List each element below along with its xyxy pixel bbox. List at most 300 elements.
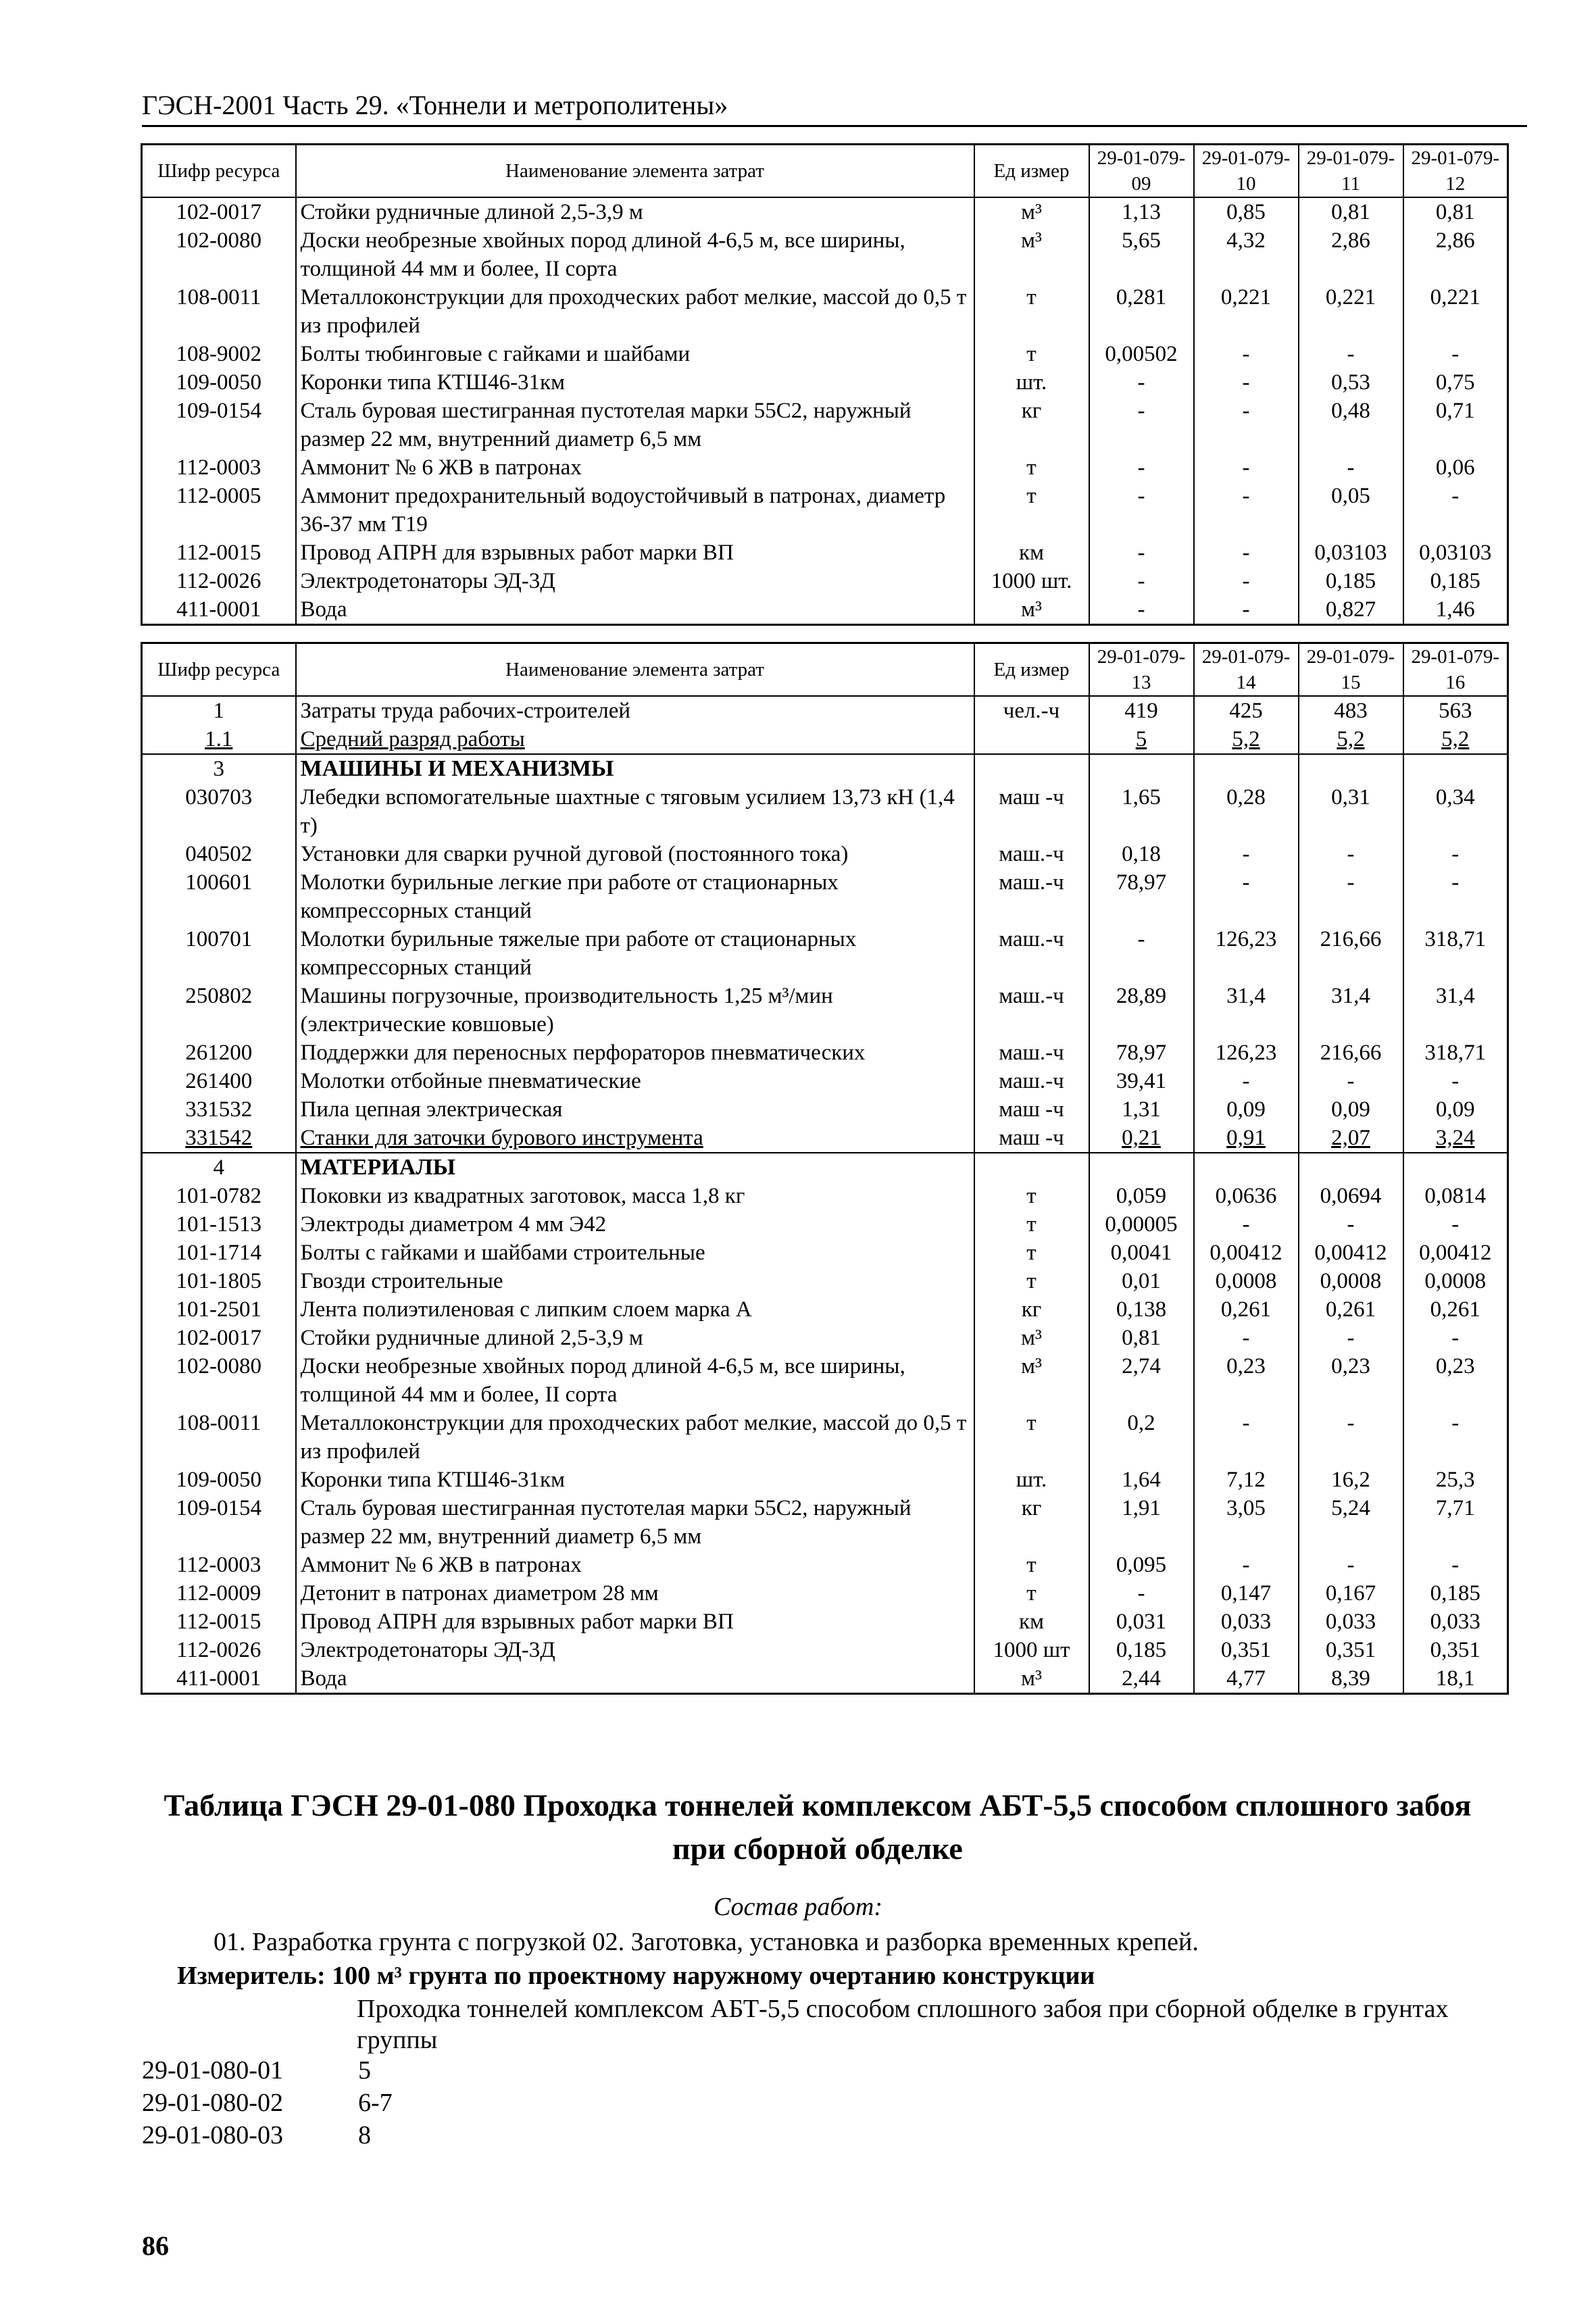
resource-value: - xyxy=(1089,1579,1194,1608)
resource-value: - xyxy=(1403,1067,1508,1095)
resource-value: 0,01 xyxy=(1089,1267,1194,1295)
resource-unit: т xyxy=(974,1182,1089,1210)
resource-unit: шт. xyxy=(974,368,1089,397)
resource-code: 411-0001 xyxy=(142,1664,296,1694)
resource-value: 31,4 xyxy=(1194,982,1299,1039)
resource-unit: м³ xyxy=(974,1324,1089,1352)
resource-table-079-13-16 xyxy=(141,642,1509,1695)
resource-unit: т xyxy=(974,1579,1089,1608)
header-col: 29-01-079-11 xyxy=(1299,145,1403,198)
header-unit: Ед измер xyxy=(974,145,1089,198)
resource-name: Металлоконструкции для проходческих работ мелкие, массой до 0,5 т из профилей xyxy=(296,283,974,340)
header-code: Шифр ресурса xyxy=(142,145,296,198)
table-row xyxy=(142,783,1508,840)
resource-code: 250802 xyxy=(142,982,296,1039)
resource-value: 0,221 xyxy=(1403,283,1508,340)
resource-value: 3,24 xyxy=(1403,1124,1508,1153)
resource-value: 8,39 xyxy=(1299,1664,1403,1694)
resource-value: 0,09 xyxy=(1299,1095,1403,1124)
page-number: 86 xyxy=(142,2231,169,2261)
resource-value: 0,033 xyxy=(1194,1608,1299,1636)
resource-value: - xyxy=(1089,397,1194,453)
resource-value: 25,3 xyxy=(1403,1466,1508,1494)
resource-value: 0,147 xyxy=(1194,1579,1299,1608)
resource-value: - xyxy=(1403,868,1508,925)
resource-code: 040502 xyxy=(142,840,296,868)
resource-value: 126,23 xyxy=(1194,925,1299,982)
resource-value: 39,41 xyxy=(1089,1067,1194,1095)
resource-unit: 1000 шт. xyxy=(974,567,1089,595)
resource-value xyxy=(1403,754,1508,783)
resource-value: - xyxy=(1089,539,1194,567)
table-row xyxy=(142,868,1508,925)
resource-value xyxy=(1403,1153,1508,1182)
table-row xyxy=(142,1039,1508,1067)
resource-value: 5,65 xyxy=(1089,226,1194,283)
resource-unit: кг xyxy=(974,1494,1089,1551)
resource-value: 0,351 xyxy=(1299,1636,1403,1664)
table-row xyxy=(142,1095,1508,1124)
resource-name: Сталь буровая шестигранная пустотелая марки 55С2, наружный размер 22 мм, внутренний диаметр 6,5 мм xyxy=(296,1494,974,1551)
resource-value: 0,185 xyxy=(1403,567,1508,595)
header-col: 29-01-079-15 xyxy=(1299,643,1403,697)
resource-value: 216,66 xyxy=(1299,1039,1403,1067)
resource-name: Вода xyxy=(296,1664,974,1694)
table-row xyxy=(142,1636,1508,1664)
resource-value: - xyxy=(1089,925,1194,982)
resource-unit: чел.-ч xyxy=(974,696,1089,725)
table-row xyxy=(142,1267,1508,1295)
table-row xyxy=(142,1182,1508,1210)
header-col: 29-01-079-12 xyxy=(1403,145,1508,198)
header-col: 29-01-079-09 xyxy=(1089,145,1194,198)
header-col: 29-01-079-16 xyxy=(1403,643,1508,697)
resource-value: 563 xyxy=(1403,696,1508,725)
resource-value: 31,4 xyxy=(1299,982,1403,1039)
resource-code: 109-0050 xyxy=(142,368,296,397)
resource-value: - xyxy=(1194,482,1299,539)
table-row xyxy=(142,1295,1508,1324)
resource-value: - xyxy=(1194,868,1299,925)
resource-unit: т xyxy=(974,283,1089,340)
resource-value: 28,89 xyxy=(1089,982,1194,1039)
resource-value xyxy=(1299,1153,1403,1182)
resource-value: 0,031 xyxy=(1089,1608,1194,1636)
resource-code: 101-2501 xyxy=(142,1295,296,1324)
resource-name: Болты тюбинговые с гайками и шайбами xyxy=(296,340,974,368)
resource-name: Стойки рудничные длиной 2,5-3,9 м xyxy=(296,197,974,226)
resource-value: - xyxy=(1299,1551,1403,1579)
resource-name: Молотки отбойные пневматические xyxy=(296,1067,974,1095)
resource-code: 102-0017 xyxy=(142,1324,296,1352)
table-row xyxy=(142,368,1508,397)
resource-unit: т xyxy=(974,1409,1089,1466)
resource-value: - xyxy=(1403,1324,1508,1352)
resource-name: Лента полиэтиленовая с липким слоем марка А xyxy=(296,1295,974,1324)
resource-code: 112-0026 xyxy=(142,1636,296,1664)
resource-value: - xyxy=(1299,840,1403,868)
resource-value: 0,03103 xyxy=(1299,539,1403,567)
resource-code: 112-0005 xyxy=(142,482,296,539)
resource-value: 0,0814 xyxy=(1403,1182,1508,1210)
resource-code: 411-0001 xyxy=(142,595,296,625)
resource-name: Провод АПРН для взрывных работ марки ВП xyxy=(296,539,974,567)
resource-value: 419 xyxy=(1089,696,1194,725)
table-row xyxy=(142,754,1508,783)
resource-code: 331542 xyxy=(142,1124,296,1153)
resource-value: 3,05 xyxy=(1194,1494,1299,1551)
table-row xyxy=(142,567,1508,595)
variant-code: 29-01-080-01 xyxy=(142,2056,283,2085)
resource-name: МАШИНЫ И МЕХАНИЗМЫ xyxy=(296,754,974,783)
resource-name: Поковки из квадратных заготовок, масса 1,8 кг xyxy=(296,1182,974,1210)
table-row xyxy=(142,696,1508,725)
header-col: 29-01-079-14 xyxy=(1194,643,1299,697)
resource-unit: маш.-ч xyxy=(974,1067,1089,1095)
resource-code: 101-0782 xyxy=(142,1182,296,1210)
table-row xyxy=(142,1466,1508,1494)
resource-code: 102-0080 xyxy=(142,226,296,283)
resource-value: 0,095 xyxy=(1089,1551,1194,1579)
resource-value: - xyxy=(1194,340,1299,368)
resource-value: 5 xyxy=(1089,725,1194,754)
resource-value: 0,00412 xyxy=(1299,1239,1403,1267)
variant-row xyxy=(142,2119,393,2151)
resource-value: 7,71 xyxy=(1403,1494,1508,1551)
resource-value: 0,351 xyxy=(1194,1636,1299,1664)
resource-value: 483 xyxy=(1299,696,1403,725)
resource-unit: т xyxy=(974,1551,1089,1579)
resource-code: 112-0009 xyxy=(142,1579,296,1608)
resource-value: 0,0694 xyxy=(1299,1182,1403,1210)
resource-name: Гвозди строительные xyxy=(296,1267,974,1295)
resource-value: - xyxy=(1403,840,1508,868)
resource-unit: км xyxy=(974,1608,1089,1636)
resource-value: 425 xyxy=(1194,696,1299,725)
resource-unit: т xyxy=(974,453,1089,482)
resource-value: - xyxy=(1194,453,1299,482)
resource-value: 2,07 xyxy=(1299,1124,1403,1153)
resource-unit: км xyxy=(974,539,1089,567)
resource-value: 318,71 xyxy=(1403,925,1508,982)
resource-value: 0,185 xyxy=(1089,1636,1194,1664)
resource-value: 0,00412 xyxy=(1194,1239,1299,1267)
resource-name: Электродетонаторы ЭД-3Д xyxy=(296,567,974,595)
resource-name: Затраты труда рабочих-строителей xyxy=(296,696,974,725)
resource-value: 2,86 xyxy=(1299,226,1403,283)
header-code: Шифр ресурса xyxy=(142,643,296,697)
resource-code: 261200 xyxy=(142,1039,296,1067)
work-composition-text: 01. Разработка грунта с погрузкой 02. Заготовка, установка и разборка временных крепей. xyxy=(214,1928,1199,1956)
table-row xyxy=(142,1124,1508,1153)
resource-unit xyxy=(974,754,1089,783)
resource-code: 112-0015 xyxy=(142,539,296,567)
resource-code: 112-0015 xyxy=(142,1608,296,1636)
resource-value: 7,12 xyxy=(1194,1466,1299,1494)
resource-value: 18,1 xyxy=(1403,1664,1508,1694)
variant-code: 29-01-080-03 xyxy=(142,2121,283,2149)
resource-unit: 1000 шт xyxy=(974,1636,1089,1664)
header-name: Наименование элемента затрат xyxy=(296,643,974,697)
resource-unit: маш -ч xyxy=(974,783,1089,840)
table-row xyxy=(142,840,1508,868)
variants-heading: Проходка тоннелей комплексом АБТ-5,5 способом сплошного забоя при сборной обделке в грунтах группы xyxy=(357,1995,1449,2054)
resource-name: Лебедки вспомогательные шахтные с тяговым усилием 13,73 кН (1,4 т) xyxy=(296,783,974,840)
resource-value: 0,53 xyxy=(1299,368,1403,397)
resource-value: 0,221 xyxy=(1194,283,1299,340)
resource-code: 100701 xyxy=(142,925,296,982)
resource-unit: кг xyxy=(974,1295,1089,1324)
resource-value: - xyxy=(1194,567,1299,595)
table-row xyxy=(142,1239,1508,1267)
table-row xyxy=(142,283,1508,340)
resource-value: 0,185 xyxy=(1299,567,1403,595)
header-col: 29-01-079-13 xyxy=(1089,643,1194,697)
resource-code: 112-0003 xyxy=(142,453,296,482)
resource-value: - xyxy=(1194,1067,1299,1095)
resource-value: 5,2 xyxy=(1403,725,1508,754)
resource-unit: маш -ч xyxy=(974,1124,1089,1153)
resource-value: 0,281 xyxy=(1089,283,1194,340)
resource-code: 261400 xyxy=(142,1067,296,1095)
resource-value: 1,65 xyxy=(1089,783,1194,840)
table-row xyxy=(142,1579,1508,1608)
variant-value: 5 xyxy=(358,2056,371,2085)
resource-unit xyxy=(974,1153,1089,1182)
table-row xyxy=(142,1664,1508,1694)
resource-unit: т xyxy=(974,340,1089,368)
resource-code: 108-0011 xyxy=(142,283,296,340)
header-unit: Ед измер xyxy=(974,643,1089,697)
resource-name: Доски необрезные хвойных пород длиной 4-6,5 м, все ширины, толщиной 44 мм и более, II сорта xyxy=(296,226,974,283)
resource-code: 100601 xyxy=(142,868,296,925)
resource-value: 31,4 xyxy=(1403,982,1508,1039)
work-composition-caption: Состав работ: xyxy=(713,1893,883,1921)
resource-name: Средний разряд работы xyxy=(296,725,974,754)
resource-value: 0,261 xyxy=(1403,1295,1508,1324)
resource-value xyxy=(1299,754,1403,783)
table-row xyxy=(142,1551,1508,1579)
resource-value: - xyxy=(1299,1409,1403,1466)
resource-value: 0,827 xyxy=(1299,595,1403,625)
table-title: Таблица ГЭСН 29-01-080 Проходка тоннелей комплексом АБТ-5,5 способом сплошного забоя при сборной обделке xyxy=(164,1788,1472,1866)
resource-value: 0,261 xyxy=(1194,1295,1299,1324)
resource-value: 0,75 xyxy=(1403,368,1508,397)
resource-value: - xyxy=(1403,482,1508,539)
resource-value: 0,0636 xyxy=(1194,1182,1299,1210)
table-row xyxy=(142,1210,1508,1239)
resource-unit: маш.-ч xyxy=(974,925,1089,982)
resource-unit: маш -ч xyxy=(974,1095,1089,1124)
resource-value: 1,13 xyxy=(1089,197,1194,226)
resource-value: 0,81 xyxy=(1403,197,1508,226)
resource-unit: т xyxy=(974,1210,1089,1239)
resource-value: - xyxy=(1299,340,1403,368)
table-row xyxy=(142,226,1508,283)
resource-unit: т xyxy=(974,1267,1089,1295)
resource-name: Коронки типа КТШ46-31км xyxy=(296,1466,974,1494)
resource-value: 0,0008 xyxy=(1299,1267,1403,1295)
resource-code: 102-0080 xyxy=(142,1352,296,1409)
resource-code: 102-0017 xyxy=(142,197,296,226)
resource-value: 0,91 xyxy=(1194,1124,1299,1153)
measure-label: Измеритель: xyxy=(177,1962,326,1990)
table-row xyxy=(142,1608,1508,1636)
resource-value: 0,31 xyxy=(1299,783,1403,840)
page-header: ГЭСН-2001 Часть 29. «Тоннели и метрополитены» xyxy=(142,89,1527,127)
header-col: 29-01-079-10 xyxy=(1194,145,1299,198)
resource-value xyxy=(1194,754,1299,783)
resource-value: - xyxy=(1403,340,1508,368)
resource-code: 112-0026 xyxy=(142,567,296,595)
table-row xyxy=(142,1153,1508,1182)
resource-name: МАТЕРИАЛЫ xyxy=(296,1153,974,1182)
resource-value: 0,81 xyxy=(1089,1324,1194,1352)
resource-value: 0,09 xyxy=(1194,1095,1299,1124)
resource-value: - xyxy=(1194,1551,1299,1579)
resource-code: 108-9002 xyxy=(142,340,296,368)
resource-value: 78,97 xyxy=(1089,868,1194,925)
resource-name: Станки для заточки бурового инструмента xyxy=(296,1124,974,1153)
table-row xyxy=(142,453,1508,482)
resource-code: 030703 xyxy=(142,783,296,840)
measure-value: 100 м³ грунта по проектному наружному очертанию конструкции xyxy=(332,1962,1095,1990)
resource-name: Металлоконструкции для проходческих работ мелкие, массой до 0,5 т из профилей xyxy=(296,1409,974,1466)
resource-code: 112-0003 xyxy=(142,1551,296,1579)
resource-value: 0,00412 xyxy=(1403,1239,1508,1267)
resource-value: 0,34 xyxy=(1403,783,1508,840)
table-row xyxy=(142,1494,1508,1551)
resource-unit: м³ xyxy=(974,595,1089,625)
resource-value: 78,97 xyxy=(1089,1039,1194,1067)
resource-value: 0,71 xyxy=(1403,397,1508,453)
resource-name: Машины погрузочные, производительность 1,25 м³/мин (электрические ковшовые) xyxy=(296,982,974,1039)
resource-value: 0,23 xyxy=(1194,1352,1299,1409)
resource-value: 2,86 xyxy=(1403,226,1508,283)
resource-value: 0,2 xyxy=(1089,1409,1194,1466)
resource-value: 0,21 xyxy=(1089,1124,1194,1153)
resource-value: 1,91 xyxy=(1089,1494,1194,1551)
resource-value xyxy=(1089,1153,1194,1182)
measure-line xyxy=(177,1961,1095,1991)
resource-code: 4 xyxy=(142,1153,296,1182)
resource-value: 0,28 xyxy=(1194,783,1299,840)
resource-code: 109-0154 xyxy=(142,1494,296,1551)
resource-name: Аммонит № 6 ЖВ в патронах xyxy=(296,453,974,482)
resource-unit: кг xyxy=(974,397,1089,453)
variants-list xyxy=(142,2054,393,2151)
resource-value: - xyxy=(1403,1409,1508,1466)
resource-name: Болты с гайками и шайбами строительные xyxy=(296,1239,974,1267)
variant-value: 6-7 xyxy=(358,2089,393,2117)
resource-value: 4,77 xyxy=(1194,1664,1299,1694)
resource-value: 126,23 xyxy=(1194,1039,1299,1067)
variant-code: 29-01-080-02 xyxy=(142,2089,283,2117)
resource-value: 0,0041 xyxy=(1089,1239,1194,1267)
resource-value: 0,221 xyxy=(1299,283,1403,340)
resource-unit: м³ xyxy=(974,1664,1089,1694)
table-row xyxy=(142,1409,1508,1466)
resource-unit xyxy=(974,725,1089,754)
resource-value: 0,23 xyxy=(1403,1352,1508,1409)
resource-unit: м³ xyxy=(974,226,1089,283)
resource-code: 101-1805 xyxy=(142,1267,296,1295)
resource-code: 1 xyxy=(142,696,296,725)
resource-value: 2,74 xyxy=(1089,1352,1194,1409)
variant-value: 8 xyxy=(358,2121,371,2149)
resource-value: 0,85 xyxy=(1194,197,1299,226)
table-row xyxy=(142,539,1508,567)
table-row xyxy=(142,340,1508,368)
resource-name: Детонит в патронах диаметром 28 мм xyxy=(296,1579,974,1608)
resource-value: 5,24 xyxy=(1299,1494,1403,1551)
table-row xyxy=(142,725,1508,754)
resource-value xyxy=(1089,754,1194,783)
resource-value: 4,32 xyxy=(1194,226,1299,283)
resource-value: 0,185 xyxy=(1403,1579,1508,1608)
table-row xyxy=(142,397,1508,453)
resource-unit: маш.-ч xyxy=(974,868,1089,925)
resource-value: 0,138 xyxy=(1089,1295,1194,1324)
resource-name: Доски необрезные хвойных пород длиной 4-6,5 м, все ширины, толщиной 44 мм и более, II сорта xyxy=(296,1352,974,1409)
resource-value: - xyxy=(1089,482,1194,539)
table-row xyxy=(142,1324,1508,1352)
resource-value: - xyxy=(1194,539,1299,567)
table-row xyxy=(142,1352,1508,1409)
resource-value: - xyxy=(1194,1324,1299,1352)
resource-value: - xyxy=(1194,595,1299,625)
resource-unit: м³ xyxy=(974,1352,1089,1409)
resource-value: 0,261 xyxy=(1299,1295,1403,1324)
resource-value: 0,06 xyxy=(1403,453,1508,482)
table-row xyxy=(142,1067,1508,1095)
resource-value: 0,351 xyxy=(1403,1636,1508,1664)
resource-value: - xyxy=(1089,567,1194,595)
resource-value: 318,71 xyxy=(1403,1039,1508,1067)
resource-value: - xyxy=(1194,397,1299,453)
resource-name: Поддержки для переносных перфораторов пневматических xyxy=(296,1039,974,1067)
resource-value: 0,00502 xyxy=(1089,340,1194,368)
resource-value: - xyxy=(1299,868,1403,925)
resource-value: 0,033 xyxy=(1403,1608,1508,1636)
resource-name: Коронки типа КТШ46-31км xyxy=(296,368,974,397)
resource-name: Сталь буровая шестигранная пустотелая марки 55С2, наружный размер 22 мм, внутренний диаметр 6,5 мм xyxy=(296,397,974,453)
resource-name: Пила цепная электрическая xyxy=(296,1095,974,1124)
resource-value: - xyxy=(1089,368,1194,397)
table-row xyxy=(142,925,1508,982)
resource-value: 0,81 xyxy=(1299,197,1403,226)
resource-value: 0,0008 xyxy=(1194,1267,1299,1295)
resource-unit: маш.-ч xyxy=(974,840,1089,868)
header-name: Наименование элемента затрат xyxy=(296,145,974,198)
resource-value: 0,059 xyxy=(1089,1182,1194,1210)
table-row xyxy=(142,595,1508,625)
resource-value: - xyxy=(1194,1210,1299,1239)
resource-value: 5,2 xyxy=(1194,725,1299,754)
resource-value: 0,23 xyxy=(1299,1352,1403,1409)
resource-code: 109-0154 xyxy=(142,397,296,453)
resource-code: 108-0011 xyxy=(142,1409,296,1466)
resource-name: Стойки рудничные длиной 2,5-3,9 м xyxy=(296,1324,974,1352)
resource-value: 0,033 xyxy=(1299,1608,1403,1636)
resource-value: 216,66 xyxy=(1299,925,1403,982)
resource-code: 1.1 xyxy=(142,725,296,754)
resource-value: 2,44 xyxy=(1089,1664,1194,1694)
table-row xyxy=(142,482,1508,539)
resource-unit: м³ xyxy=(974,197,1089,226)
resource-value xyxy=(1194,1153,1299,1182)
resource-unit: шт. xyxy=(974,1466,1089,1494)
